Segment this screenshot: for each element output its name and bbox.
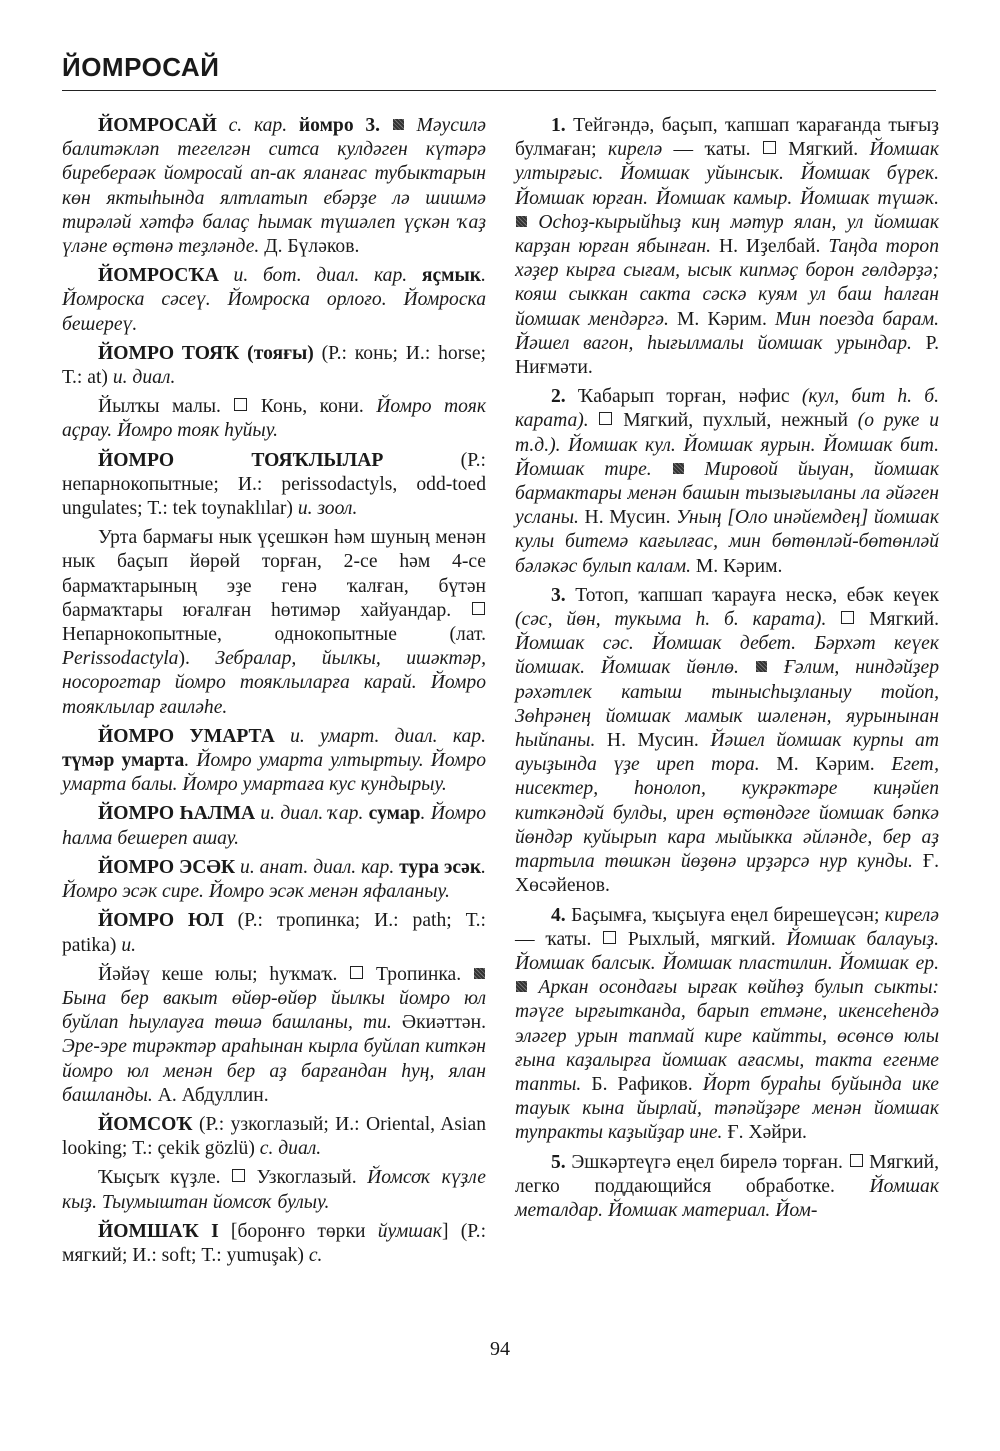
italic-text: Бына бер вакыт өйөр-өйөр йылкы йомро юл буйлап һыулауға төшә башланы, ти. (62, 987, 486, 1034)
body-text: Н. Иҙелбай. (711, 236, 829, 258)
headword-text: ЙОМРО ЮЛ (98, 910, 224, 932)
italic-text: Йомшак ултырғыс. Йомшак уйынсык. Йомшак бүрек. Йомшак юрған. Йомшак камыр. Йомшак түшәк. (515, 139, 939, 209)
italic-text: и. (121, 934, 137, 956)
headword-text: ЙОМРО УМАРТА (98, 725, 275, 747)
body-text: Йәйәү кеше юлы; һуҡмаҡ. (98, 963, 350, 985)
italic-text: с. (308, 1244, 323, 1266)
body-text: — ҡаты. (662, 139, 762, 161)
italic-text: и. анат. диал. кар. (235, 856, 400, 878)
italic-text: (сәс, йөн, тукыма һ. б. карата). (515, 609, 827, 631)
running-head: ЙОМРОСАЙ (62, 52, 220, 82)
headword-text: йомро 3. (298, 115, 392, 136)
headword-text: 1. (551, 115, 566, 136)
italic-text: (кул, бит һ. б. карата). (515, 386, 940, 432)
body-text: Н. Мусин. (595, 730, 711, 752)
italic-text: . Йомро һалма бешереп ашау. (62, 803, 486, 849)
dictionary-entry (62, 909, 486, 957)
headword-text: ЙОМШАҠ I (98, 1220, 219, 1242)
body-text: М. Кәрим. (759, 754, 892, 776)
example-marker-icon (393, 119, 404, 130)
italic-text: Таңда тороп хәҙер кырға сығам, ысык кипмәҫ борон гөлдәрҙә; кояш сыккан сакта сәскә куям ул баш һалған йомшак мендәргә. (515, 236, 940, 330)
headword-text: ЙОМРО ТОЯҠ (тояғы) (98, 342, 314, 364)
dictionary-entry (62, 526, 486, 720)
body-text: Рыхлый, мягкий. (617, 928, 787, 950)
body-text: (Р.: непарнокопытные; И.: perissodactyls, odd-toed ungulates; Т.: tek toynaklılar) (62, 449, 486, 520)
headword-text: ЙОМСОҠ (98, 1113, 193, 1135)
headword-text: сумар (368, 803, 421, 825)
body-text: (Р.: тропинка; И.: path; Т.: patika) (62, 910, 486, 956)
body-text: Баҫымға, ҡыҫыуға еңел бирешеүсән; (565, 904, 885, 926)
italic-text: и. диал. (112, 367, 176, 389)
italic-text: и. бот. диал. кар. (218, 265, 422, 287)
right-column (515, 114, 939, 1223)
headword-text: ЙОМРО ЭСӘК (98, 856, 236, 878)
headword-text: ЙОМРО ҺАЛМА (98, 803, 256, 825)
body-text: Узкоглазый. (246, 1167, 368, 1189)
dictionary-entry (62, 963, 486, 1108)
italic-text: с. диал. (259, 1138, 322, 1160)
headword-text: яҫмык (421, 265, 482, 287)
italic-text: с. кар. (216, 115, 299, 136)
dictionary-entry (62, 1113, 486, 1161)
example-marker-icon (474, 968, 485, 979)
dictionary-entry (62, 395, 486, 443)
body-text: ] (Р.: мягкий; И.: soft; Т.: yumuşak) (62, 1220, 487, 1266)
dictionary-entry (62, 725, 486, 798)
italic-text: Йәшел йомшак курпы ат ауыҙында үҙе иреп тора. (515, 730, 940, 776)
body-text (589, 410, 599, 431)
header-rule (62, 90, 936, 91)
dictionary-entry (515, 114, 939, 380)
body-text: (Р.: конь; И.: horse; Т.: at) (62, 342, 486, 389)
italic-text: и. умарт. диал. кар. (274, 725, 486, 747)
dictionary-entry (62, 264, 486, 337)
body-text: Мягкий. (855, 609, 939, 631)
example-marker-icon (756, 661, 767, 672)
translation-marker-icon (603, 931, 616, 944)
italic-text: . Йомро умарта ултыртыу. Йомро умарта балы. Йомро умартаға кус кундырыу. (62, 750, 487, 796)
body-text: Р. Ниғмәти. (515, 332, 939, 379)
headword-text: ЙОМРО ТОЯҠЛЫЛАР (98, 449, 384, 471)
italic-text: Perissodactyla (62, 648, 179, 670)
body-text: Эшкәртеүгә еңел бирелә торған. (565, 1151, 849, 1173)
headword-text: ЙОМРОСҠА (98, 265, 219, 287)
italic-text: Уның [Оло инәйемдең] йомшак кулы битемә кағылғас, мин бөтөнләй-бөтөнләй бәләкәс булып калам. (515, 507, 939, 577)
headword-text: түмәр умарта (62, 750, 185, 772)
headword-text: 3. (551, 584, 566, 606)
italic-text: Егет, нисектер, һонолоп, кукрәктәре киңәйеп киткәндәй булды, ирен өҫтөндәге йомшак бәпкә йөндәр куйырып кара мыйыкка әйләнде, бер аҙ тартыла төшкән йөҙөнә ирҙәрсә нур кунды. (515, 754, 939, 873)
italic-text: Мин поезда барам. Йәшел вагон, һығылмалы йомшак урындар. (515, 308, 939, 354)
italic-text: Аркан осондағы ырғак көйһөҙ булып сыкты: тәүге ырғытканда, барып етмәне, икенсеһендә эләгер урын тапмай кире кайтты, өсөнсө юлы ғына каҙалырға йомшак ағасмы, такта егенме тапты. (515, 977, 939, 1095)
headword-text: ЙОМРОСАЙ (98, 115, 217, 136)
body-text: ). (178, 648, 216, 670)
dictionary-entry (515, 385, 939, 579)
body-text: Конь, кони. (248, 396, 377, 418)
italic-text: Йомсоҡ күҙле кыҙ. Тыумыштан йомсоҡ булыу. (62, 1167, 487, 1213)
page-number: 94 (490, 1338, 510, 1360)
body-text: Ғ. Хөсәйенов. (515, 851, 940, 897)
body-text: [боронғо төрки (218, 1220, 378, 1242)
body-text: Непарнокопытные, однокопытные (лат. (62, 624, 486, 646)
italic-text: Эре-эре тирәктәр араһынан кырла буйлап киткән йомро юл менән бер аҙ барғандан һуң, ялан башланды. (62, 1036, 486, 1106)
body-text: Б. Рафиков. (581, 1073, 703, 1095)
dictionary-entry (515, 1151, 939, 1224)
italic-text: . Йомроска сәсеү. Йомроска орлоғо. Йомроска бешереү. (62, 265, 486, 335)
body-text: Д. Бүләков. (259, 236, 360, 258)
body-text: Мягкий. (776, 139, 870, 161)
translation-marker-icon (599, 412, 612, 425)
body-text: Н. Мусин. (578, 507, 677, 529)
translation-marker-icon (472, 602, 485, 615)
body-text: А. Абдуллин. (152, 1084, 269, 1106)
headword-text: тура эсәк (399, 856, 482, 878)
body-text: М. Кәрим. (668, 308, 776, 330)
dictionary-entry (515, 904, 939, 1146)
dictionary-entry (62, 856, 486, 904)
italic-text: Йомшак металдар. Йомшак материал. Йом- (515, 1175, 939, 1221)
italic-text: йумшак (377, 1220, 442, 1242)
translation-marker-icon (763, 141, 776, 154)
translation-marker-icon (841, 611, 854, 624)
italic-text: Йомшак кул. Йомшак яурын. Йомшак бит. Йомшак тире. (515, 434, 939, 480)
translation-marker-icon (350, 966, 363, 979)
body-text: Йылҡы малы. (98, 396, 234, 418)
body-text: Ғ. Хәйри. (722, 1122, 807, 1144)
headword-text: 4. (551, 904, 566, 926)
body-text: (Р.: узкоглазый; И.: Oriental, Asian looking; Т.: çekik gözlü) (62, 1113, 486, 1160)
left-column (62, 114, 486, 1268)
body-text: Ҡабарып торған, нәфис (565, 386, 802, 408)
body-text: Урта бармағы нык үҫешкән һәм шуның менән нык баҫып йөрөй торған, 2-се һәм 4-се бармаҡтарының эҙе генә ҡалған, бүтән бармаҡтары юғалған һөтимәр хайуандар. (62, 527, 486, 621)
example-marker-icon (673, 463, 684, 474)
italic-text: Зебралар, йылкы, ишәктәр, носорогтар йомро тояклыларға карай. Йомро тояклылар ғаиләһе. (62, 648, 486, 718)
translation-marker-icon (234, 398, 247, 411)
body-text: М. Кәрим. (690, 555, 783, 577)
dictionary-entry (62, 802, 486, 850)
dictionary-entry (515, 584, 939, 899)
body-text (826, 609, 840, 630)
dictionary-entry (62, 449, 486, 522)
italic-text: Ғәлим, ниндәйҙер рәхәтлек катыш тынысһыҙланыу тойоп, Зөһрәнең йомшак мамык шәленән, яурынынан һыйпаны. (515, 657, 939, 752)
italic-text: Мировой йыуан, йомшак бармактары менән башын тызығыланы ла әйәген усланы. (515, 458, 939, 529)
italic-text: Йомшак балауыҙ. Йомшак балсык. Йомшак пластилин. Йомшак ер. (515, 928, 939, 974)
italic-text: и. зоол. (297, 498, 358, 520)
italic-text: (о руке и т.д.). (515, 410, 939, 456)
example-marker-icon (516, 216, 527, 227)
body-text: Мягкий, пухлый, нежный (613, 410, 858, 432)
dictionary-entry (62, 114, 486, 259)
body-text: Тейгәндә, баҫып, ҡапшап ҡарағанда тығыҙ булмаған; (515, 115, 939, 161)
headword-text: 5. (551, 1151, 566, 1173)
italic-text: кирелә (884, 904, 939, 926)
headword-text: 2. (551, 386, 566, 408)
translation-marker-icon (850, 1154, 863, 1167)
body-text: Әкиәттән. (391, 1012, 486, 1034)
dictionary-entry (62, 1166, 486, 1214)
body-text: Мягкий, легко поддающийся обработке. (515, 1151, 940, 1197)
italic-text: Осһоҙ-кырыйһыҙ киң мәтур ялан, ул йомшак карҙан юрған ябынған. (515, 211, 939, 258)
italic-text: Йорт бураһы буйында ике тауык кына йырлай, тәпәйҙәре менән йомшак тупракты каҙыйҙар ине. (515, 1073, 940, 1144)
translation-marker-icon (232, 1169, 245, 1182)
body-text: Тропинка. (364, 963, 473, 985)
italic-text: Мәусилә балитәкләп тегелгән ситса кулдәген күтәрә биребераәк йомросай ап-ак яланғас тубыктарын көн яктыһында ялтлатып ебәрҙе лә шишмә тирәләй хәтфә балаҫ һымак түшәлеп үҫкән ҡаҙ үләне өҫтөнә теҙләнде. (62, 115, 486, 258)
italic-text: кирелә (607, 139, 663, 161)
italic-text: и. диал. ҡар. (255, 803, 369, 825)
italic-text: Йомро тояк аҫрау. Йомро тояк һуйыу. (62, 396, 486, 442)
italic-text: . Йомро эсәк сире. Йомро эсәк менән яфаланыу. (62, 856, 487, 903)
dictionary-entry (62, 342, 486, 390)
italic-text: Йомшак сәс. Йомшак дебет. Бәрхәт кеүек йомшак. Йомшак йөнлө. (515, 633, 939, 679)
body-text: Тотоп, ҡапшап ҡарауға нескә, ебәк кеүек (565, 584, 939, 606)
body-text: Ҡыҫыҡ күҙле. (98, 1167, 232, 1189)
example-marker-icon (516, 981, 527, 992)
body-text: — ҡаты. (515, 928, 603, 950)
dictionary-entry (62, 1220, 486, 1268)
